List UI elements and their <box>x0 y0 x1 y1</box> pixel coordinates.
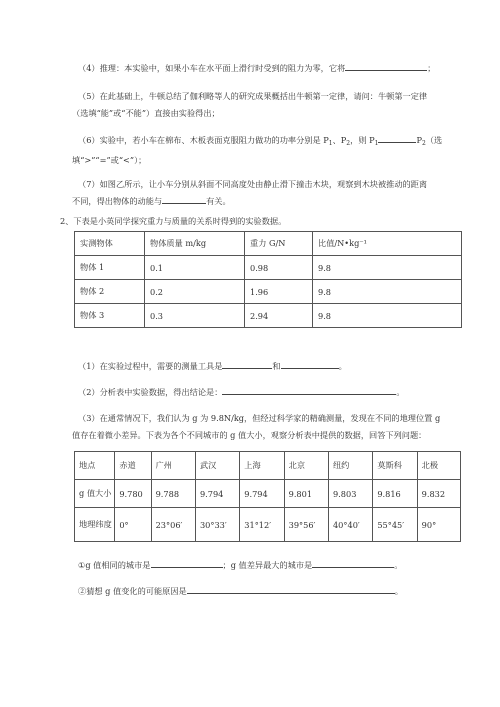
table-cell: 物体 3 <box>75 304 145 328</box>
table-cell: 40°40′ <box>328 508 372 542</box>
table-cell: g 值大小 <box>75 480 115 508</box>
answer-blank[interactable] <box>151 558 223 568</box>
question-1-part-7: （7）如图乙所示，让小车分别从斜面不同高度处由静止滑下撞击木块，观察到木块被推动的距离 不同，得出物体的动能与 有关。 <box>72 179 428 206</box>
table-cell: 物体 1 <box>75 256 145 280</box>
table-cell: 0.1 <box>145 256 245 280</box>
table-cell: 莫斯科 <box>373 452 417 480</box>
table-cell: 广州 <box>151 452 195 480</box>
table-row <box>75 480 461 508</box>
table-cell: 上海 <box>240 452 284 480</box>
question-1-part-6: （6）实验中，若小车在棉布、木板表面克服阻力做功的功率分别是 $P_1$、$P_2$，则 $P_1$ $P_2$（选 填“>”“=”或“<”）； <box>72 135 443 165</box>
table-cell: 23°06′ <box>151 508 195 542</box>
question-2-part-3: （3）在通常情况下，我们认为 g 为 9.8N/kg，但经过科学家的精确测量，发现在不同的地理位置 g 值存在着微小差异。下表为各个不同城市的 g 值大小，观察分析表中提供的数据，回答下列问题： <box>72 413 441 440</box>
table-header-cell: 重力 G/N <box>245 232 313 256</box>
table-cell: 9.816 <box>373 480 417 508</box>
table-cell: 纽约 <box>328 452 372 480</box>
table-header-row <box>75 232 462 256</box>
table-row <box>75 256 462 280</box>
table-cell: 90° <box>417 508 460 542</box>
table-cell: 0.98 <box>245 256 313 280</box>
table-cell: 2.94 <box>245 304 313 328</box>
table-row <box>75 280 462 304</box>
table-header-cell: 物体质量 m/kg <box>145 232 245 256</box>
answer-blank[interactable] <box>222 385 396 395</box>
gravity-mass-table <box>74 231 462 328</box>
question-1-part-5: （5）在此基础上，牛顿总结了伽利略等人的研究成果概括出牛顿第一定律，请问：牛顿第一定律 （选填“能”或“不能”）直接由实验得出； <box>72 91 428 118</box>
city-g-value-table <box>74 451 461 542</box>
table-row <box>75 304 462 328</box>
table-cell: 9.780 <box>115 480 151 508</box>
question-2-sub-1: ①g 值相同的城市是 ；g 值差异最大的城市是 。 <box>78 560 403 570</box>
table-cell: 北极 <box>417 452 460 480</box>
table-cell: 物体 2 <box>75 280 145 304</box>
table-row <box>75 508 461 542</box>
question-2-sub-2: ②猜想 g 值变化的可能原因是 。 <box>78 586 403 596</box>
question-2-intro: 2、下表是小英同学探究重力与质量的关系时得到的实验数据。 <box>60 216 287 226</box>
table-cell: 9.788 <box>151 480 195 508</box>
question-1-part-4: （4）推理：本实验中，如果小车在水平面上滑行时受到的阻力为零，它将 ； <box>78 63 436 73</box>
table-cell: 39°56′ <box>284 508 328 542</box>
table-cell: 1.96 <box>245 280 313 304</box>
answer-blank[interactable] <box>281 359 339 369</box>
table-cell: 9.794 <box>195 480 239 508</box>
question-2-part-2: （2）分析表中实验数据，得出结论是： 。 <box>78 387 405 397</box>
table-row <box>75 452 461 480</box>
table-cell: 9.801 <box>284 480 328 508</box>
answer-blank[interactable] <box>187 584 395 594</box>
question-2-part-1: （1）在实验过程中，需要的测量工具是 和 。 <box>78 361 347 371</box>
table-cell: 55°45′ <box>373 508 417 542</box>
table-cell: 9.8 <box>313 304 462 328</box>
answer-blank[interactable] <box>378 133 416 143</box>
table-cell: 武汉 <box>195 452 239 480</box>
table-cell: 赤道 <box>115 452 151 480</box>
table-cell: 30°33′ <box>195 508 239 542</box>
table-header-cell: 实测物体 <box>75 232 145 256</box>
table-cell: 9.8 <box>313 256 462 280</box>
table-cell: 0.3 <box>145 304 245 328</box>
table-cell: 9.832 <box>417 480 460 508</box>
table-cell: 北京 <box>284 452 328 480</box>
table-header-cell: 比值/N•kg⁻¹ <box>313 232 462 256</box>
answer-blank[interactable] <box>162 194 206 204</box>
answer-blank[interactable] <box>345 61 427 71</box>
answer-blank[interactable] <box>222 359 272 369</box>
table-cell: 9.803 <box>328 480 372 508</box>
table-cell: 31°12′ <box>240 508 284 542</box>
table-cell: 0° <box>115 508 151 542</box>
table-cell: 地点 <box>75 452 115 480</box>
table-cell: 地理纬度 <box>75 508 115 542</box>
table-cell: 9.8 <box>313 280 462 304</box>
answer-blank[interactable] <box>312 558 394 568</box>
table-cell: 0.2 <box>145 280 245 304</box>
table-cell: 9.794 <box>240 480 284 508</box>
